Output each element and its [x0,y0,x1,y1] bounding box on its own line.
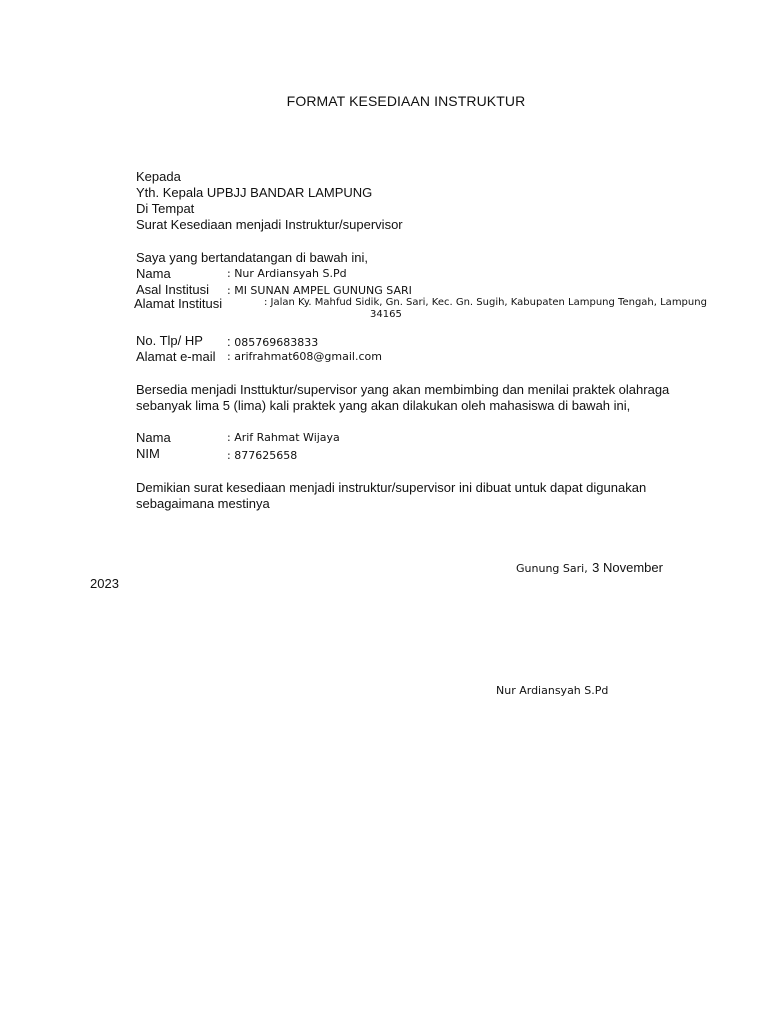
phone-value-wrap [227,333,318,351]
intro-text: Saya yang bertandatangan di bawah ini, [136,250,369,265]
instructor-name-label: Nama [136,266,171,281]
date-text: 3 November [592,560,663,575]
phone-separator: : [227,334,235,349]
place-date [516,559,663,577]
closing-line-1: Demikian surat kesediaan menjadi instruktur/supervisor ini dibuat untuk dapat digunakan [136,480,647,495]
institution-value: : MI SUNAN AMPEL GUNUNG SARI [227,284,412,297]
place-text: Gunung Sari, [516,562,588,575]
signature-name: Nur Ardiansyah S.Pd [496,684,609,697]
recipient-di-tempat: Di Tempat [136,201,195,216]
student-name-value: : Arif Rahmat Wijaya [227,431,340,444]
recipient-addressee: Yth. Kepala UPBJJ BANDAR LAMPUNG [136,185,373,200]
nim-text: : 877625658 [227,449,298,462]
letter-subject: Surat Kesediaan menjadi Instruktur/supervisor [136,217,403,232]
student-nim-value [227,446,297,464]
document-title: FORMAT KESEDIAAN INSTRUKTUR [286,93,526,109]
institution-label: Asal Institusi [136,282,209,297]
statement-line-2: sebanyak lima 5 (lima) kali praktek yang akan dilakukan oleh mahasiswa di bawah ini, [136,398,631,413]
recipient-kepada: Kepada [136,169,181,184]
institution-address-label: Alamat Institusi [134,296,223,311]
email-value: : arifrahmat608@gmail.com [227,350,382,363]
student-nim-label: NIM [136,446,160,461]
student-name-label: Nama [136,430,171,445]
phone-label: No. Tlp/ HP [136,333,203,348]
institution-address-postcode: 34165 [370,309,402,320]
date-year: 2023 [90,576,119,591]
phone-value: 085769683833 [234,336,319,349]
instructor-name-value: : Nur Ardiansyah S.Pd [227,267,347,280]
closing-line-2: sebagaimana mestinya [136,496,270,511]
institution-address-value: : Jalan Ky. Mahfud Sidik, Gn. Sari, Kec. Gn. Sugih, Kabupaten Lampung Tengah, Lampung [264,297,707,308]
statement-line-1: Bersedia menjadi Insttuktur/supervisor yang akan membimbing dan menilai praktek olahraga [136,382,670,397]
email-label: Alamat e-mail [136,349,216,364]
